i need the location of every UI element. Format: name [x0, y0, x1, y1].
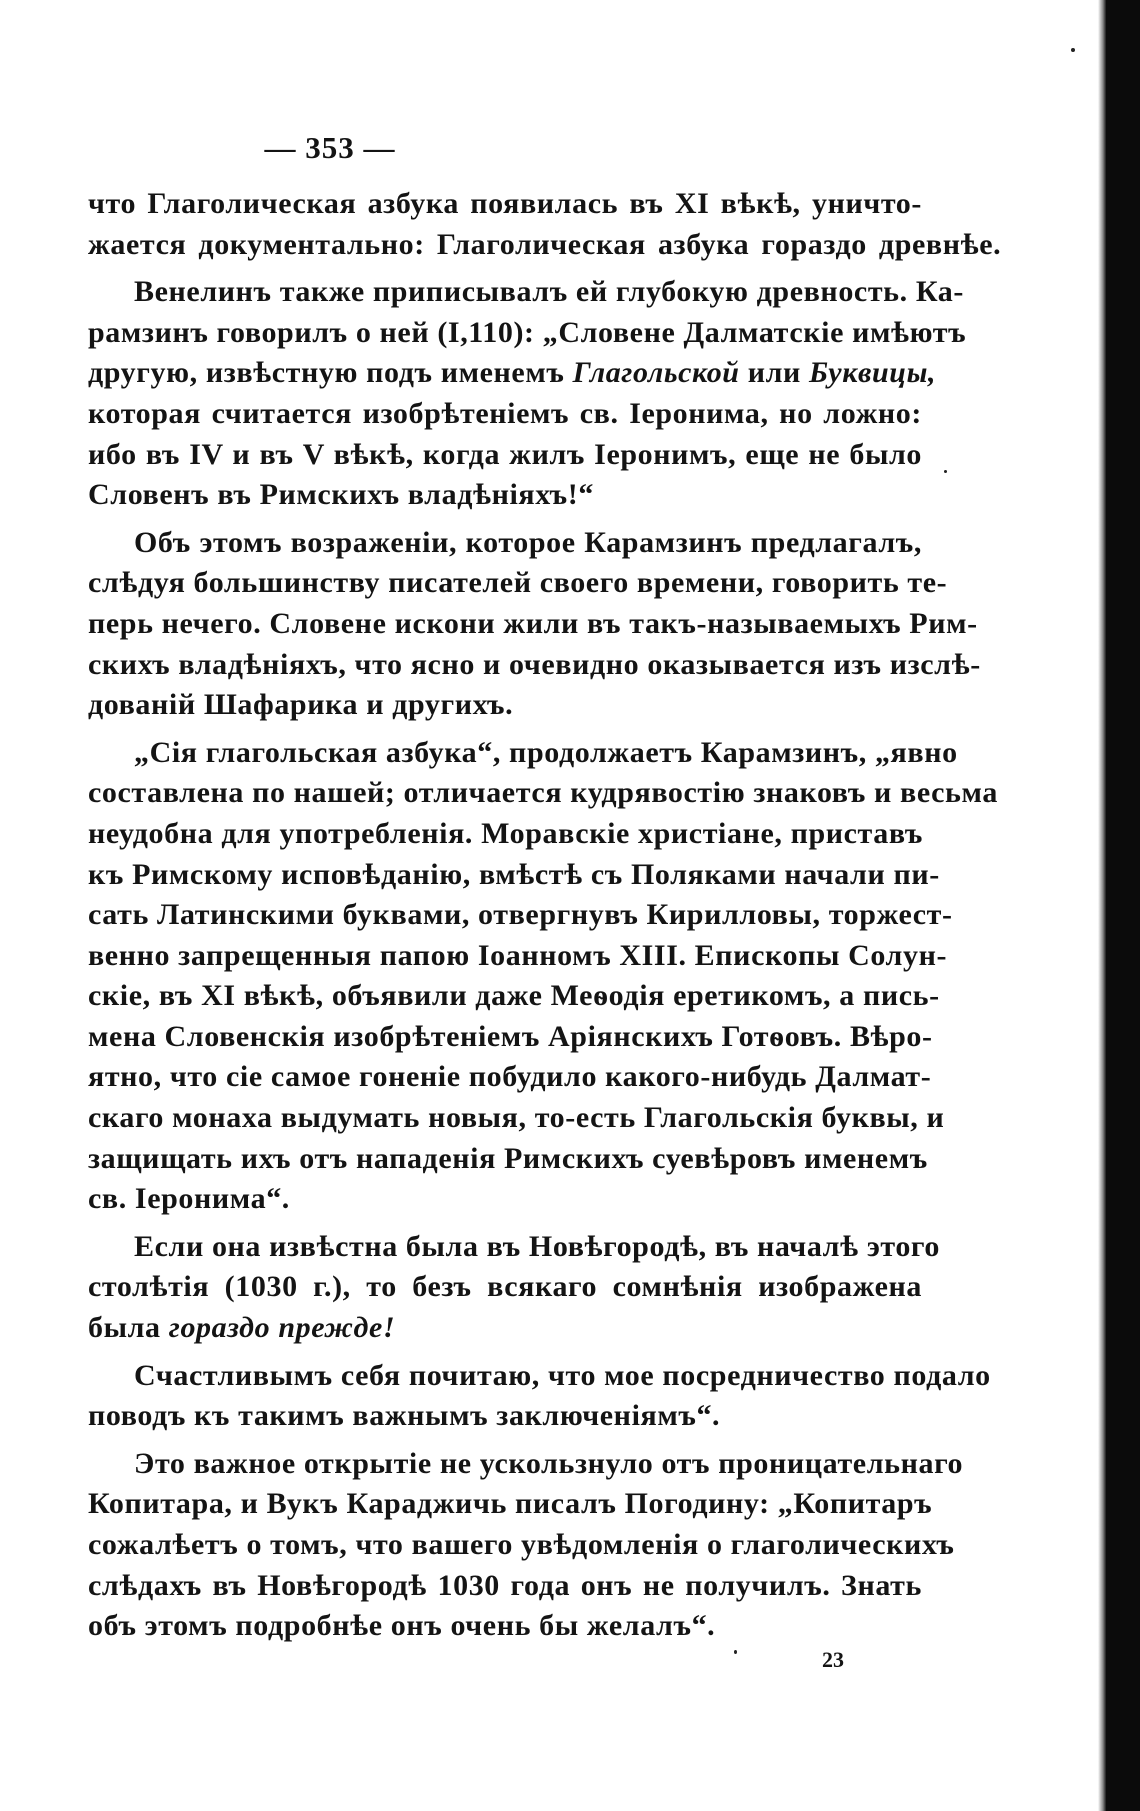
- text-line: ятно, что сіе самое гоненіе побудило какого-нибудь Далмат-: [88, 1060, 932, 1094]
- text-line: скихъ владѣніяхъ, что ясно и очевидно оказывается изъ изслѣ-: [88, 647, 981, 681]
- text-line: Объ этомъ возраженіи, которое Карамзинъ предлагалъ,: [134, 525, 922, 559]
- text-line: скаго монаха выдумать новыя, то-есть Глагольскія буквы, и: [88, 1101, 945, 1135]
- text-line: составлена по нашей; отличается кудрявостію знаковъ и весьма: [88, 776, 998, 810]
- text-line: столѣтія (1030 г.), то безъ всякаго сомнѣнія изображена: [88, 1270, 922, 1304]
- text-line: къ Римскому исповѣданію, вмѣстѣ съ Поляками начали пи-: [88, 857, 940, 891]
- book-spine-shadow: [1106, 0, 1140, 1811]
- text-line: была гораздо прежде!: [88, 1311, 396, 1345]
- italic-term: Буквицы,: [809, 356, 937, 390]
- text-line: Копитара, и Вукъ Караджичь писалъ Погодину: „Копитаръ: [88, 1487, 933, 1521]
- paragraph: [88, 523, 981, 726]
- signature-mark: 23: [822, 1647, 844, 1672]
- text-line: Венелинъ также приписывалъ ей глубокую древность. Ка-: [134, 275, 964, 309]
- text-line: поводъ къ такимъ важнымъ заключеніямъ“.: [88, 1399, 721, 1433]
- paragraph: [88, 272, 967, 516]
- text-line: „Сія глагольская азбука“, продолжаетъ Карамзинъ, „явно: [134, 735, 958, 769]
- text-line: слѣдуя большинству писателей своего времени, говорить те-: [88, 566, 948, 600]
- page-number: — 353 —: [264, 130, 396, 165]
- italic-term: Глагольской: [572, 356, 740, 390]
- print-speck: [1071, 48, 1075, 52]
- text-line: мена Словенскія изобрѣтеніемъ Аріянскихъ Готѳовъ. Вѣро-: [88, 1019, 933, 1053]
- text-line: Если она извѣстна была въ Новѣгородѣ, въ началѣ этого: [134, 1229, 940, 1263]
- text-line: сожалѣетъ о томъ, что вашего увѣдомленія о глаголическихъ: [88, 1528, 955, 1561]
- text-line: св. Іеронима“.: [88, 1182, 290, 1216]
- text-line: неудобна для употребленія. Моравскіе христіане, приставъ: [88, 816, 924, 850]
- text-line: венно запрещенныя папою Іоанномъ XIII. Епископы Солун-: [88, 938, 948, 972]
- text-line: Счастливымъ себя почитаю, что мое посредничество подало: [134, 1358, 991, 1392]
- text-line: сать Латинскими буквами, отвергнувъ Кирилловы, торжест-: [88, 898, 953, 932]
- print-speck: [944, 470, 947, 473]
- text-line: жается документально: Глаголическая азбука гораздо древнѣе.: [88, 227, 1002, 261]
- text-line: которая считается изобрѣтеніемъ св. Іеронима, но ложно:: [88, 396, 922, 430]
- text-line: дованій Шафарика и другихъ.: [88, 688, 514, 722]
- text-line: рамзинъ говорилъ о ней (I,110): „Словене Далматскіе имѣютъ: [88, 315, 967, 349]
- text-line: ибо въ IV и въ V вѣкѣ, когда жилъ Іеронимъ, еще не было: [88, 437, 922, 471]
- text-line: другую, извѣстную подъ именемъ Глагольской или Буквицы,: [88, 356, 937, 390]
- paragraph: [88, 733, 998, 1220]
- body-text: [88, 184, 1002, 1654]
- italic-term: гораздо прежде!: [168, 1311, 396, 1345]
- text-line: Словенъ въ Римскихъ владѣніяхъ!“: [88, 478, 594, 512]
- text-line: скіе, въ XI вѣкѣ, объявили даже Меѳодія еретикомъ, а пись-: [88, 979, 940, 1013]
- text-line: что Глаголическая азбука появилась въ XI вѣкѣ, уничто-: [88, 187, 922, 220]
- page-spine-edge: [1098, 0, 1106, 1811]
- paragraph: [88, 1444, 964, 1647]
- text-line: объ этомъ подробнѣе онъ очень бы желалъ“.: [88, 1609, 716, 1643]
- paragraph: [88, 1227, 940, 1349]
- text-line: Это важное открытіе не ускользнуло отъ проницательнаго: [134, 1446, 964, 1480]
- paragraph: [88, 1356, 991, 1437]
- text-line: защищать ихъ отъ нападенія Римскихъ суевѣровъ именемъ: [88, 1141, 928, 1175]
- text-line: слѣдахъ въ Новѣгородѣ 1030 года онъ не получилъ. Знать: [88, 1568, 922, 1602]
- paragraph: [88, 184, 1002, 265]
- text-line: перь нечего. Словене искони жили въ такъ-называемыхъ Рим-: [88, 606, 978, 640]
